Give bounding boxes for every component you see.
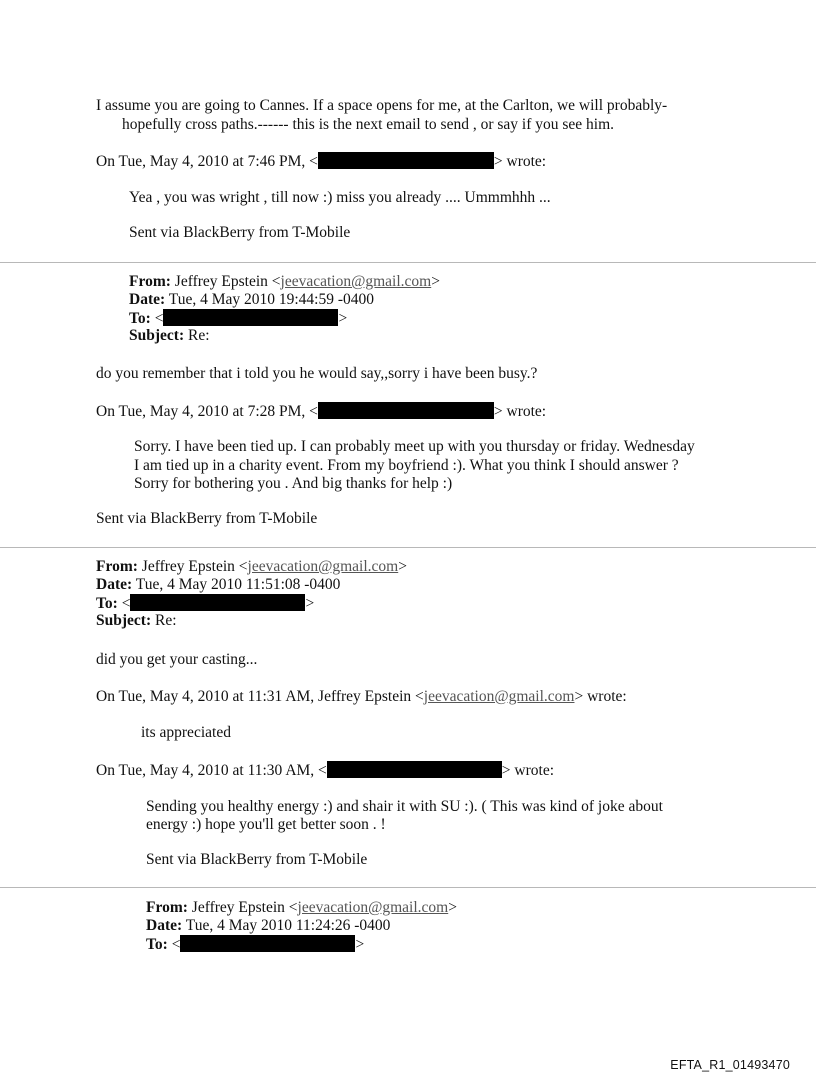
email2-from-line <box>129 273 440 291</box>
email4-to-line <box>146 935 364 954</box>
date-label: Date: <box>96 576 133 593</box>
quote-prefix: On Tue, May 4, 2010 at 11:31 AM, Jeffrey Epstein < <box>96 688 424 705</box>
email2-subject-line <box>129 327 210 345</box>
email3-quote1-header <box>96 688 627 706</box>
from-name: Jeffrey Epstein < <box>174 273 281 290</box>
email2-quoted-line2: I am tied up in a charity event. From my boyfriend :). What you think I should answer ? <box>134 457 679 474</box>
to-label: To: <box>146 936 168 953</box>
email1-signature: Sent via BlackBerry from T-Mobile <box>129 224 351 241</box>
to-close: > <box>305 595 315 612</box>
email2-signature: Sent via BlackBerry from T-Mobile <box>96 510 318 527</box>
from-label: From: <box>146 899 188 916</box>
email1-quoted-text: Yea , you was wright , till now :) miss you already .... Ummmhhh ... <box>129 189 551 206</box>
from-close: > <box>431 273 440 290</box>
redaction-block <box>318 152 494 169</box>
bates-number: EFTA_R1_01493470 <box>670 1058 790 1072</box>
subject-value: Re: <box>187 327 210 344</box>
to-open: < <box>121 595 131 612</box>
email2-quoted-line3: Sorry for bothering you . And big thanks for help :) <box>134 475 453 492</box>
quote-suffix: > wrote: <box>493 403 547 420</box>
date-label: Date: <box>146 917 183 934</box>
email2-quote-header <box>96 402 546 421</box>
from-name: Jeffrey Epstein < <box>141 558 248 575</box>
quote-suffix: > wrote: <box>501 762 555 779</box>
email3-quote2-line2: energy :) hope you'll get better soon . ! <box>146 816 386 833</box>
divider <box>0 887 816 888</box>
from-name: Jeffrey Epstein < <box>191 899 298 916</box>
from-email-link[interactable]: jeevacation@gmail.com <box>297 899 449 916</box>
date-value: Tue, 4 May 2010 19:44:59 -0400 <box>168 291 375 308</box>
to-open: < <box>171 936 181 953</box>
divider <box>0 547 816 548</box>
redaction-block <box>180 935 355 952</box>
email3-quote1-text: its appreciated <box>141 724 231 741</box>
email3-body: did you get your casting... <box>96 651 258 668</box>
email2-body: do you remember that i told you he would say,,sorry i have been busy.? <box>96 365 538 382</box>
email2-date-line <box>129 291 374 309</box>
quote-suffix: > wrote: <box>574 688 627 705</box>
from-email-link[interactable]: jeevacation@gmail.com <box>247 558 399 575</box>
date-value: Tue, 4 May 2010 11:24:26 -0400 <box>185 917 391 934</box>
email4-from-line <box>146 899 457 917</box>
email1-body-line1: I assume you are going to Cannes. If a space opens for me, at the Carlton, we will probably- <box>96 97 668 114</box>
quote-suffix: > wrote: <box>493 153 547 170</box>
email2-quoted-line1: Sorry. I have been tied up. I can probably meet up with you thursday or friday. Wednesday <box>134 438 695 455</box>
email3-signature: Sent via BlackBerry from T-Mobile <box>146 851 368 868</box>
to-close: > <box>338 310 348 327</box>
email2-to-line <box>129 309 347 328</box>
redaction-block <box>130 594 305 611</box>
quote-prefix: On Tue, May 4, 2010 at 11:30 AM, < <box>96 762 327 779</box>
to-open: < <box>154 310 164 327</box>
email3-date-line <box>96 576 340 594</box>
email1-quote-header <box>96 152 546 171</box>
date-value: Tue, 4 May 2010 11:51:08 -0400 <box>135 576 341 593</box>
from-close: > <box>448 899 457 916</box>
from-email-link[interactable]: jeevacation@gmail.com <box>280 273 432 290</box>
subject-label: Subject: <box>129 327 185 344</box>
email3-from-line <box>96 558 407 576</box>
from-label: From: <box>129 273 171 290</box>
from-close: > <box>398 558 407 575</box>
redaction-block <box>318 402 494 419</box>
quote-prefix: On Tue, May 4, 2010 at 7:28 PM, < <box>96 403 318 420</box>
to-close: > <box>355 936 365 953</box>
divider <box>0 262 816 263</box>
email3-quote2-line1: Sending you healthy energy :) and shair it with SU :). ( This was kind of joke about <box>146 798 663 815</box>
email3-to-line <box>96 594 314 613</box>
from-label: From: <box>96 558 138 575</box>
redaction-block <box>163 309 338 326</box>
email1-body-line2: hopefully cross paths.------ this is the next email to send , or say if you see him. <box>122 116 615 133</box>
email3-subject-line <box>96 612 177 630</box>
subject-value: Re: <box>154 612 177 629</box>
quote-prefix: On Tue, May 4, 2010 at 7:46 PM, < <box>96 153 318 170</box>
subject-label: Subject: <box>96 612 152 629</box>
redaction-block <box>327 761 502 778</box>
to-label: To: <box>96 595 118 612</box>
to-label: To: <box>129 310 151 327</box>
email3-quote2-header <box>96 761 554 780</box>
email4-date-line <box>146 917 390 935</box>
quote-email-link[interactable]: jeevacation@gmail.com <box>423 688 575 705</box>
date-label: Date: <box>129 291 166 308</box>
